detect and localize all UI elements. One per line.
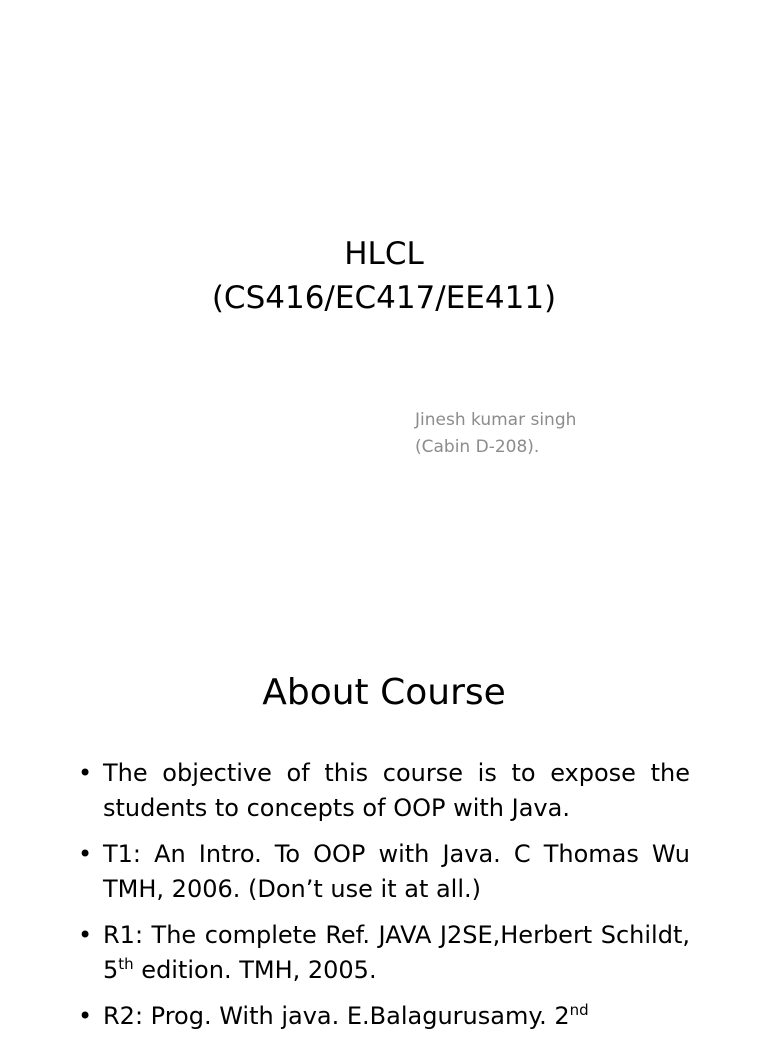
list-item xyxy=(78,999,690,1034)
presenter-name: Jinesh kumar singh xyxy=(415,410,577,430)
list-item xyxy=(78,756,690,826)
bullet-icon: • xyxy=(78,1002,93,1030)
bullet-text: The objective of this course is to expose the students to concepts of OOP with Java. xyxy=(103,759,690,822)
bullet-text: T1: An Intro. To OOP with Java. C Thomas Wu TMH, 2006. (Don’t use it at all.) xyxy=(103,840,690,903)
course-bullet-list xyxy=(78,756,690,1045)
edition-superscript: nd xyxy=(569,1001,589,1019)
list-item xyxy=(78,918,690,988)
edition-superscript: th xyxy=(118,955,134,973)
course-name: HLCL xyxy=(344,236,424,272)
bullet-icon: • xyxy=(78,840,93,868)
slide-title xyxy=(0,232,768,320)
bullet-text-end: edition. TMH, 2005. xyxy=(133,956,377,984)
course-codes: (CS416/EC417/EE411) xyxy=(211,280,557,316)
bullet-text: R2: Prog. With java. E.Balagurusamy. 2 xyxy=(103,1002,570,1030)
bullet-icon: • xyxy=(78,759,93,787)
presenter-info xyxy=(415,407,576,461)
bullet-icon: • xyxy=(78,921,93,949)
presenter-cabin: (Cabin D-208). xyxy=(415,437,540,457)
list-item xyxy=(78,837,690,907)
about-course-heading: About Course xyxy=(262,672,506,713)
bullet-text: R1: The complete Ref. JAVA J2SE,Herbert Schildt, 5 xyxy=(103,921,690,984)
